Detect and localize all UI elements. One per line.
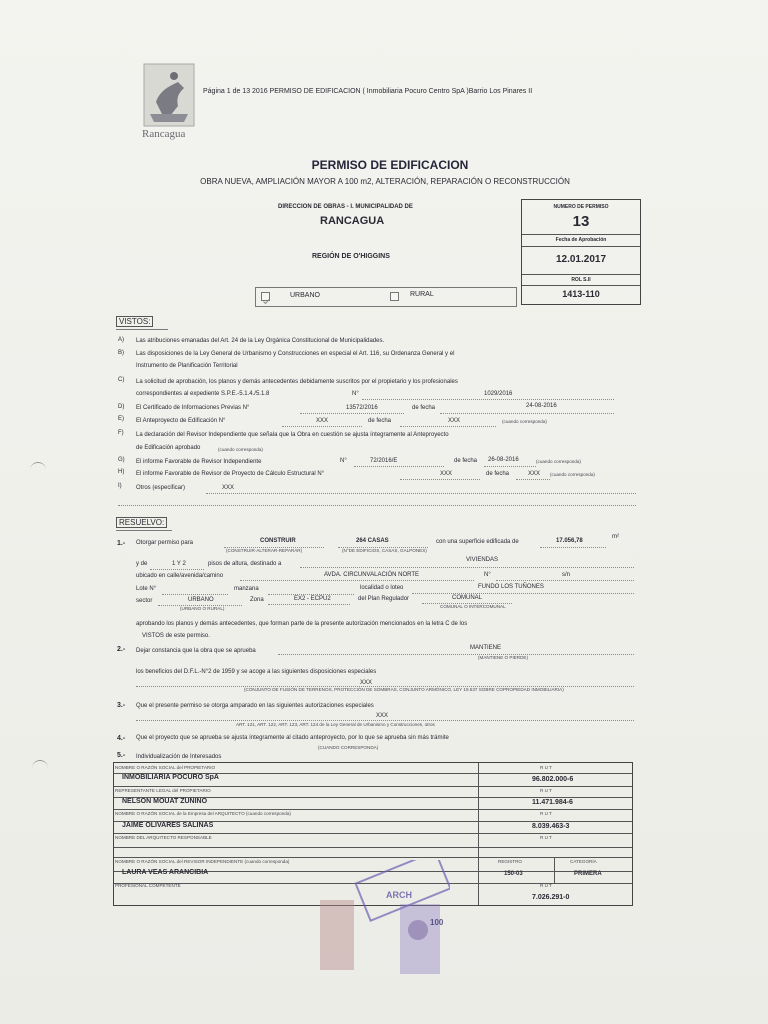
approval-date: 12.01.2017 bbox=[555, 254, 607, 265]
stamp-text: ARCH bbox=[386, 890, 412, 900]
vistos-h-fecha: XXX bbox=[528, 471, 541, 477]
resuelvo-label: RESUELVO: bbox=[116, 517, 167, 528]
vistos-d: El Certificado de Informaciones Previas N° bbox=[136, 405, 250, 411]
registro-value: 150-03 bbox=[504, 871, 523, 877]
vistos-letter-d: D) bbox=[118, 404, 125, 410]
rural-label: RURAL bbox=[410, 291, 434, 298]
representante-label: REPRESENTANTE LEGAL del PROPIETARIO bbox=[115, 788, 211, 793]
municipality-logo bbox=[140, 62, 200, 148]
vistos-g: El informe Favorable de Revisor Independiente bbox=[136, 459, 262, 465]
resuelvo-2-text2: los beneficios del D.F.L.-N°2 de 1959 y se acoge a las siguientes disposiciones especiales bbox=[136, 669, 377, 675]
resuelvo-1-cantidad-note: (N°DE EDIFICIOS, CASAS, GALPONES) bbox=[342, 548, 427, 553]
representante-name: NELSON MOUAT ZUNINO bbox=[122, 798, 208, 805]
resuelvo-1-sector-label: sector bbox=[136, 598, 153, 604]
vistos-letter-c: C) bbox=[118, 377, 125, 383]
resuelvo-1-ubicado-label: ubicado en calle/avenida/camino bbox=[136, 573, 224, 579]
revisor-rut: 7.026.291-0 bbox=[532, 894, 570, 901]
vistos-c-n-label: N° bbox=[352, 391, 359, 397]
resuelvo-5-num: 5.- bbox=[117, 752, 126, 759]
categoria-label: CATEGORÍA bbox=[570, 859, 597, 864]
rut-label: R U T bbox=[540, 883, 552, 888]
resuelvo-1-localidad-label: localidad o loteo bbox=[360, 585, 404, 591]
resuelvo-1-cantidad: 264 CASAS bbox=[356, 538, 389, 544]
vistos-letter-e: E) bbox=[118, 416, 124, 422]
archive-stamp bbox=[320, 860, 450, 980]
resuelvo-1-plan-note: COMUNAL O INTERCOMUNAL bbox=[440, 604, 506, 609]
categoria-value: PRIMERA bbox=[574, 871, 602, 877]
region-name: REGIÓN DE O'HIGGINS bbox=[312, 253, 390, 260]
resuelvo-1-sector: URBANO bbox=[188, 597, 214, 603]
resuelvo-1-n: s/n bbox=[562, 572, 571, 578]
vistos-letter-i: I) bbox=[118, 483, 122, 489]
urbano-checkbox[interactable] bbox=[261, 292, 270, 301]
vistos-g-n: 72/2016/E bbox=[370, 458, 398, 464]
resuelvo-1-de-label: y de bbox=[136, 561, 148, 567]
arquitecto-name: JAIME OLIVARES SALINAS bbox=[122, 822, 214, 829]
resuelvo-2-value2: XXX bbox=[360, 680, 373, 686]
permit-number-box bbox=[521, 199, 641, 305]
resuelvo-1-destino: VIVIENDAS bbox=[466, 557, 499, 563]
resuelvo-2-text: Dejar constancia que la obra que se aprueba bbox=[136, 648, 256, 654]
resuelvo-2-note: (MANTIENE O PIERDE) bbox=[478, 655, 529, 660]
propietario-label: NOMBRE O RAZÓN SOCIAL del PROPIETARIO bbox=[115, 765, 216, 770]
stamp-value: 100 bbox=[430, 918, 444, 927]
registro-label: REGISTRO bbox=[498, 859, 522, 864]
vistos-i: Otros (especificar) bbox=[136, 485, 186, 491]
resuelvo-4-note: (CUANDO CORRESPONDA) bbox=[318, 745, 379, 750]
resuelvo-3-value: XXX bbox=[376, 713, 389, 719]
revisor-label: NOMBRE O RAZÓN SOCIAL del REVISOR INDEPENDIENTE (cuando corresponda) bbox=[115, 859, 290, 864]
document-title: PERMISO DE EDIFICACION bbox=[311, 158, 469, 172]
vistos-a: Las atribuciones emanadas del Art. 24 de la Ley Orgánica Constitucional de Municipalidades. bbox=[136, 338, 385, 344]
vistos-e-fecha-label: de fecha bbox=[368, 418, 392, 424]
vistos-letter-b: B) bbox=[118, 350, 124, 356]
arquitecto-responsable-label: NOMBRE DEL ARQUITECTO RESPONSABLE bbox=[115, 835, 212, 840]
resuelvo-1-lote-label: Lote N° bbox=[136, 586, 157, 592]
resuelvo-1-pisos: 1 Y 2 bbox=[172, 561, 186, 567]
vistos-f2: de Edificación aprobado bbox=[136, 445, 201, 451]
resuelvo-1-num: 1.- bbox=[117, 540, 126, 547]
resuelvo-1-calle: AVDA. CIRCUNVALACIÓN NORTE bbox=[324, 572, 420, 578]
rut-label: R U T bbox=[540, 835, 552, 840]
direccion-label: DIRECCION DE OBRAS - I. MUNICIPALIDAD DE bbox=[278, 204, 413, 210]
empresa-arquitecto-label: NOMBRE O RAZÓN SOCIAL de la Empresa del ARQUITECTO (cuando corresponda) bbox=[115, 811, 291, 816]
vistos-c1: La solicitud de aprobación, los planos y demás antecedentes debidamente suscritos por el propietario y los profesionales bbox=[136, 379, 458, 385]
vistos-h-n: XXX bbox=[440, 471, 453, 477]
vistos-f-note: (cuando corresponda) bbox=[218, 447, 263, 452]
vistos-letter-f: F) bbox=[118, 430, 124, 436]
vistos-h-note: (cuando corresponda) bbox=[550, 472, 595, 477]
vistos-d-fecha-label: de fecha bbox=[412, 405, 436, 411]
municipality-name: RANCAGUA bbox=[320, 215, 385, 227]
resuelvo-1-zona-label: Zona bbox=[250, 597, 264, 603]
approval-date-label: Fecha de Aprobación bbox=[555, 237, 607, 243]
resuelvo-3-note: ART. 121, ART. 122, ART. 123, ART. 124 de la Ley General de Urbanismo y Construcciones, otros bbox=[236, 722, 435, 727]
vistos-g-fecha-label: de fecha bbox=[454, 458, 478, 464]
vistos-f1: La declaración del Revisor Independiente que señala que la Obra en cuestión se ajusta íntegramente al Anteproyecto bbox=[136, 432, 449, 438]
vistos-b2: Instrumento de Planificación Territorial bbox=[136, 363, 238, 369]
resuelvo-1-unit: m² bbox=[612, 534, 619, 540]
vistos-i-val: XXX bbox=[222, 485, 235, 491]
resuelvo-3-num: 3.- bbox=[117, 702, 126, 709]
rut-label: R U T bbox=[540, 788, 552, 793]
rural-checkbox[interactable] bbox=[390, 292, 399, 301]
rut-label: R U T bbox=[540, 765, 552, 770]
vistos-letter-a: A) bbox=[118, 337, 124, 343]
vistos-e-fecha: XXX bbox=[448, 418, 461, 424]
resuelvo-1-sector-note: (URBANO O RURAL) bbox=[180, 606, 225, 611]
arquitecto-rut: 8.039.463-3 bbox=[532, 823, 570, 830]
resuelvo-2-note2: (CONJUNTO DE FUSIÓN DE TERRENOS, PROTECCIÓN DE SOMBRAS, CONJUNTO ARMÓNICO, LEY 19.537 SOBRE COPROPIEDAD INMOBILIARIA) bbox=[244, 687, 564, 692]
vistos-label: VISTOS: bbox=[116, 316, 153, 327]
profesional-competente-label: PROFESIONAL COMPETENTE bbox=[115, 883, 181, 888]
propietario-rut: 96.802.000-6 bbox=[532, 776, 574, 783]
resuelvo-1-superficie-label: con una superficie edificada de bbox=[436, 539, 519, 545]
rol-value: 1413-110 bbox=[562, 289, 600, 299]
rol-label: ROL S.II bbox=[571, 277, 591, 283]
vistos-e-n: XXX bbox=[316, 418, 329, 424]
representante-rut: 11.471.984-6 bbox=[532, 799, 573, 806]
vistos-g-note: (cuando corresponda) bbox=[536, 459, 581, 464]
rut-label: R U T bbox=[540, 811, 552, 816]
vistos-c2: correspondientes al expediente S.P.E.-5.1.4./5.1.8 bbox=[136, 391, 270, 397]
resuelvo-3-text: Que el presente permiso se otorga amparado en las siguientes autorizaciones especiales bbox=[136, 703, 374, 709]
vistos-e-note: (cuando corresponda) bbox=[502, 419, 547, 424]
vistos-g-fecha: 26-08-2016 bbox=[488, 457, 519, 463]
resuelvo-4-text: Que el proyecto que se aprueba se ajusta íntegramente al citado anteproyecto, por lo que se aprueba sin más trámite bbox=[136, 735, 449, 741]
vistos-h: El informe Favorable de Revisor de Proyecto de Cálculo Estructural N° bbox=[136, 471, 325, 477]
permit-number-label: NUMERO DE PERMISO bbox=[553, 204, 609, 210]
resuelvo-1-accion-note: (CONSTRUIR-ALTERAR-REPARAR) bbox=[226, 548, 303, 553]
resuelvo-4-num: 4.- bbox=[117, 735, 126, 742]
resuelvo-1-pisos-label: pisos de altura, destinado a bbox=[208, 561, 282, 567]
vistos-d-fecha: 24-08-2016 bbox=[526, 403, 557, 409]
logo-text: Rancagua bbox=[142, 128, 186, 140]
hole-punch-mark bbox=[30, 462, 46, 472]
vistos-c-n: 1029/2016 bbox=[484, 391, 513, 397]
vistos-b1: Las disposiciones de la Ley General de Urbanismo y Construcciones en especial el Art. 116, su Ordenanza General y el bbox=[136, 351, 455, 357]
resuelvo-5-text: Individualización de Interesados bbox=[136, 754, 222, 760]
resuelvo-1-accion: CONSTRUIR bbox=[260, 538, 296, 544]
vistos-h-fecha-label: de fecha bbox=[486, 471, 510, 477]
resuelvo-1-aprobando2: VISTOS de este permiso. bbox=[142, 633, 210, 639]
resuelvo-1-zona: EX2 - ECPU2 bbox=[294, 596, 331, 602]
vistos-letter-h: H) bbox=[118, 469, 125, 475]
vistos-d-n: 13572/2016 bbox=[346, 405, 378, 411]
page-header-line: Página 1 de 13 2016 PERMISO DE EDIFICACION ( Inmobiliaria Pocuro Centro SpA )Barrio Los Pinares II bbox=[203, 88, 533, 95]
permit-number: 13 bbox=[572, 213, 590, 230]
resuelvo-1-superficie: 17.056,78 bbox=[556, 538, 583, 544]
vistos-g-n-label: N° bbox=[340, 458, 347, 464]
resuelvo-1-aprobando1: aprobando los planos y demás antecedentes, que forman parte de la presente autorización mencionados en la letra C de los bbox=[136, 621, 468, 627]
vistos-letter-g: G) bbox=[118, 457, 125, 463]
resuelvo-1-localidad: FUNDO LOS TUÑONES bbox=[478, 584, 544, 590]
vistos-e: El Anteproyecto de Edificación N° bbox=[136, 418, 226, 424]
revisor-name: LAURA VEAS ARANCIBIA bbox=[122, 869, 209, 876]
resuelvo-1-manzana-label: manzana bbox=[234, 586, 259, 592]
hole-punch-mark bbox=[32, 760, 48, 770]
resuelvo-2-num: 2.- bbox=[117, 646, 126, 653]
document-subtitle: OBRA NUEVA, AMPLIACIÓN MAYOR A 100 m2, ALTERACIÓN, REPARACIÓN O RECONSTRUCCIÓN bbox=[200, 177, 570, 186]
propietario-name: INMOBILIARIA POCURO SpA bbox=[122, 774, 219, 781]
urbano-label: URBANO bbox=[290, 292, 320, 299]
resuelvo-1-otorgar: Otorgar permiso para bbox=[136, 540, 194, 546]
resuelvo-1-plan-label: del Plan Regulador bbox=[358, 596, 410, 602]
resuelvo-2-value: MANTIENE bbox=[470, 645, 502, 651]
checkmark-icon bbox=[262, 297, 271, 306]
resuelvo-1-n-label: N° bbox=[484, 572, 491, 578]
resuelvo-1-plan: COMUNAL bbox=[452, 595, 483, 601]
